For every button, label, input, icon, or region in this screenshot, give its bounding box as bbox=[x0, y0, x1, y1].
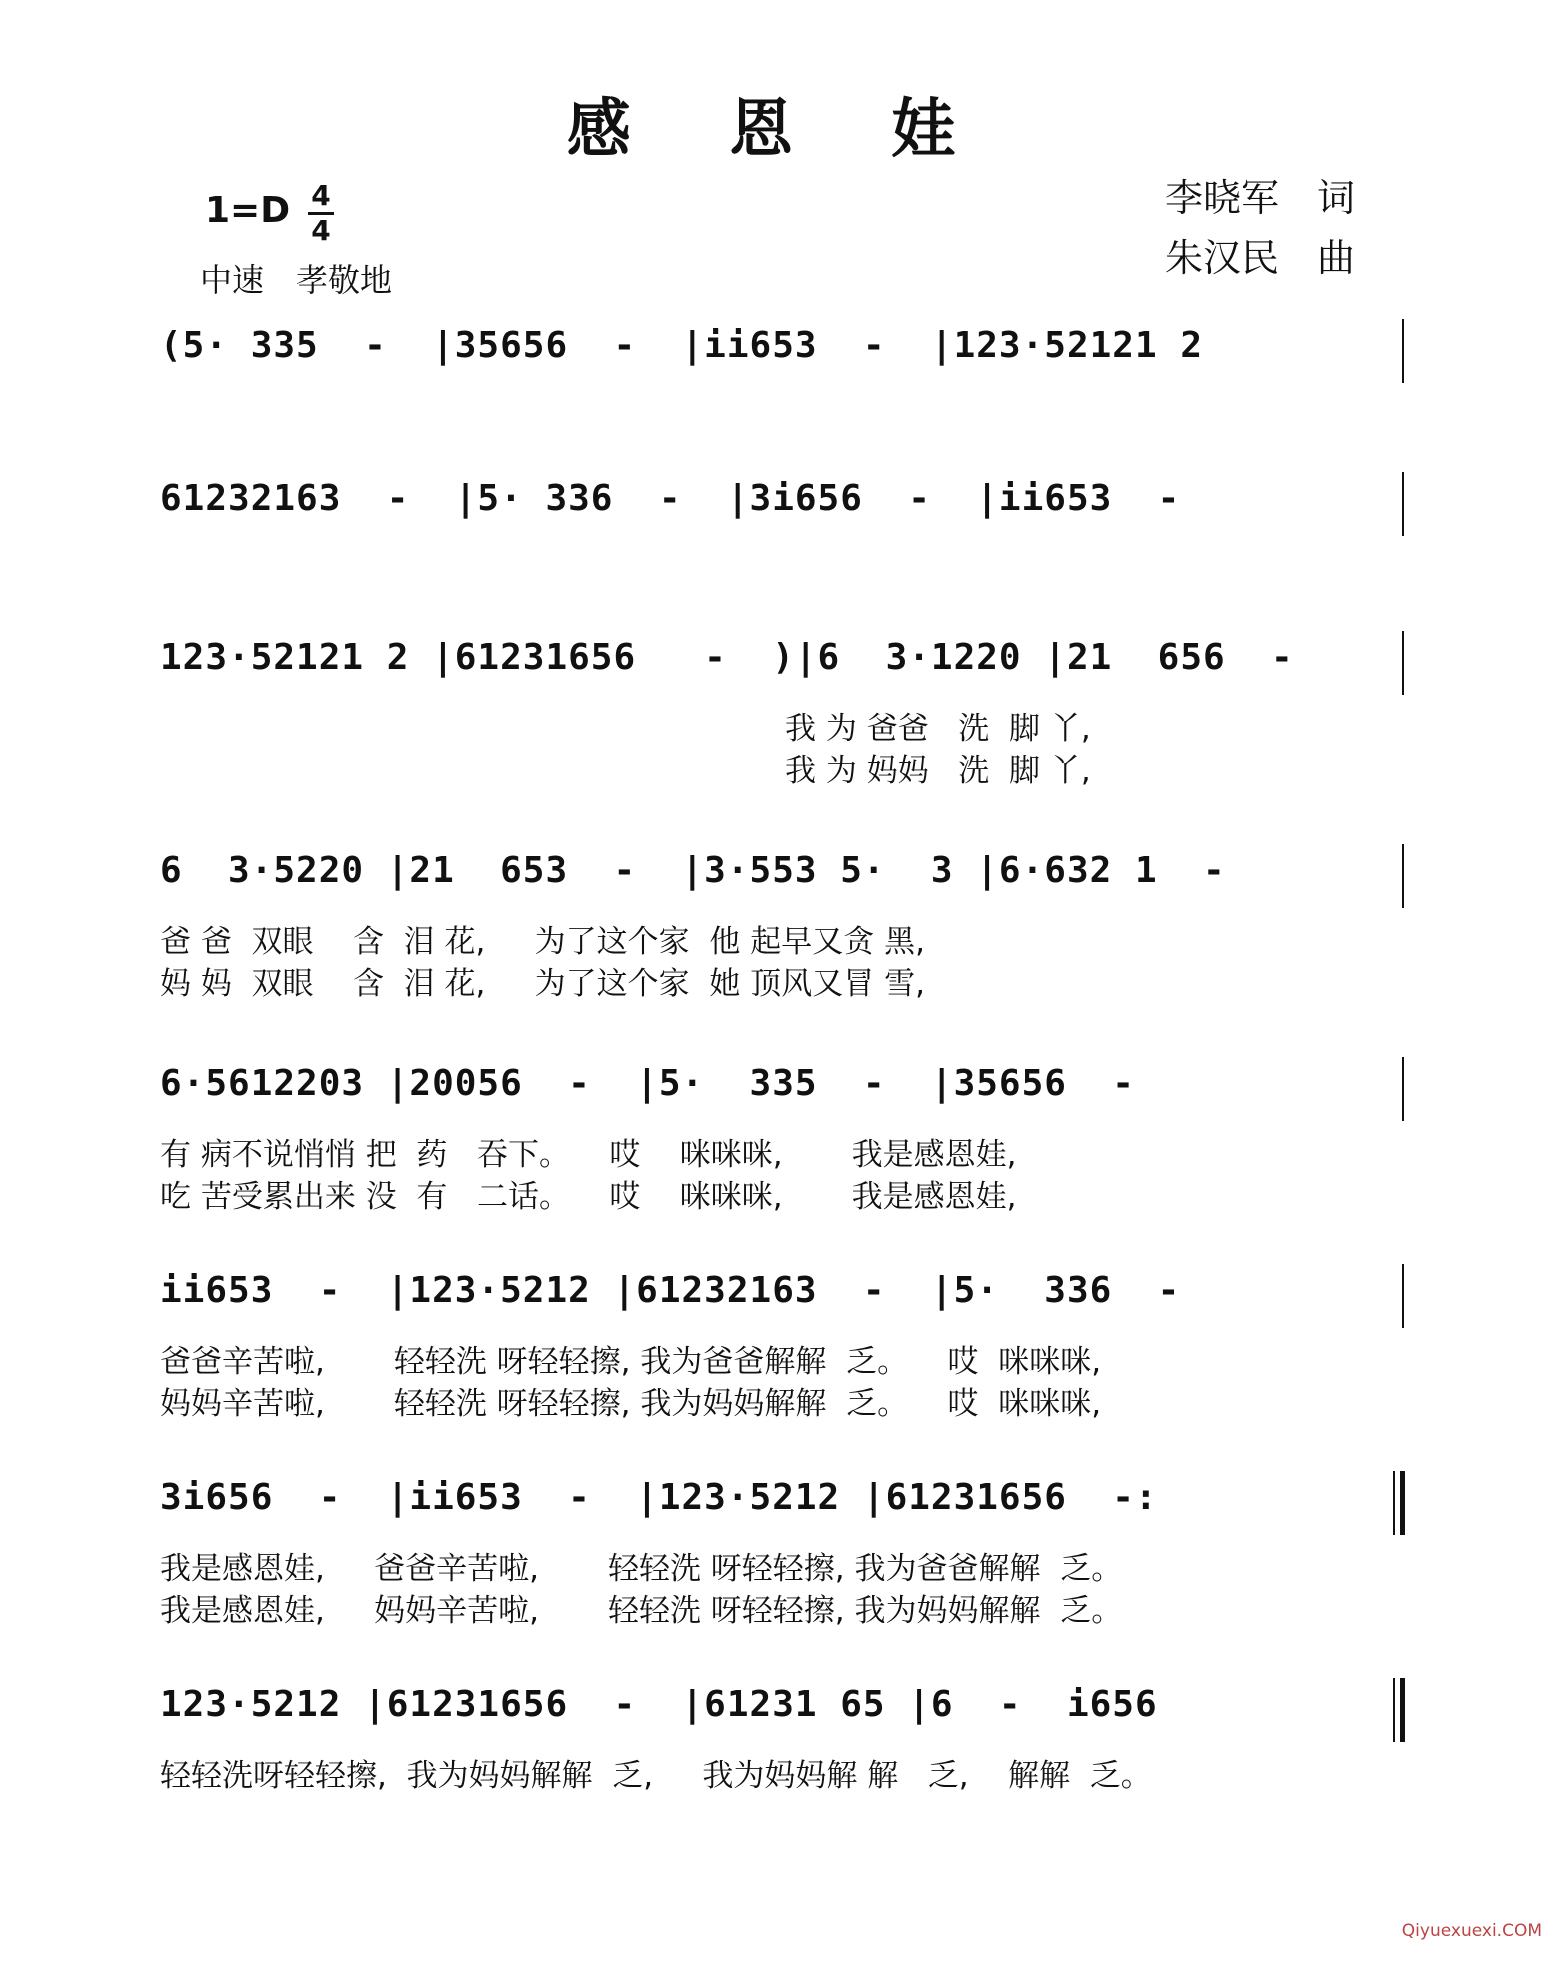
music-system-6 bbox=[160, 1270, 1405, 1420]
notes-line: 123·5212 |61231656 - |61231 65 |6 - i656 bbox=[160, 1684, 1158, 1725]
tempo-marking: 中速 孝敬地 bbox=[200, 261, 393, 299]
meter-bottom: 4 bbox=[311, 214, 331, 247]
music-system-8 bbox=[160, 1684, 1405, 1794]
notes-line: 6·5612203 |20056 - |5· 335 - |35656 - bbox=[160, 1063, 1135, 1104]
music-system-4 bbox=[160, 850, 1405, 1000]
notes-line: 6 3·5220 |21 653 - |3·553 5· 3 |6·632 1 - bbox=[160, 850, 1226, 891]
meter-top: 4 bbox=[311, 179, 331, 212]
notes-line: 123·52121 2 |61231656 - )|6 3·1220 |21 656 - bbox=[160, 637, 1294, 678]
lyric-line-2: 我是感恩娃, 妈妈辛苦啦, 轻轻洗 呀轻轻擦, 我为妈妈解解 乏。 bbox=[160, 1593, 1123, 1629]
notes-line: 61232163 - |5· 336 - |3i656 - |ii653 - bbox=[160, 478, 1181, 519]
song-title: 感 恩 娃 bbox=[566, 92, 994, 167]
lyric-line-2: 我 为 妈妈 洗 脚 丫, bbox=[785, 753, 1091, 789]
music-system-3 bbox=[160, 637, 1405, 787]
lyric-line-1: 我是感恩娃, 爸爸辛苦啦, 轻轻洗 呀轻轻擦, 我为爸爸解解 乏。 bbox=[160, 1551, 1123, 1587]
music-system-1 bbox=[160, 325, 1405, 405]
notes-line: ii653 - |123·5212 |61232163 - |5· 336 - bbox=[160, 1270, 1181, 1311]
lyricist: 李晓军 词 bbox=[1164, 176, 1355, 220]
lyric-line-1: 我 为 爸爸 洗 脚 丫, bbox=[785, 711, 1091, 747]
music-system-5 bbox=[160, 1063, 1405, 1213]
lyric-line-2: 吃 苦受累出来 没 有 二话。 哎 咪咪咪, 我是感恩娃, bbox=[160, 1179, 1017, 1215]
music-system-2 bbox=[160, 478, 1405, 558]
lyric-line-1: 爸 爸 双眼 含 泪 花, 为了这个家 他 起早又贪 黑, bbox=[160, 924, 925, 960]
lyric-line-2: 妈 妈 双眼 含 泪 花, 为了这个家 她 顶风又冒 雪, bbox=[160, 966, 925, 1002]
lyric-line-2: 妈妈辛苦啦, 轻轻洗 呀轻轻擦, 我为妈妈解解 乏。 哎 咪咪咪, bbox=[160, 1386, 1102, 1422]
composer: 朱汉民 曲 bbox=[1164, 236, 1355, 280]
music-system-7 bbox=[160, 1477, 1405, 1627]
lyric-line-1: 轻轻洗呀轻轻擦, 我为妈妈解解 乏, 我为妈妈解 解 乏, 解解 乏。 bbox=[160, 1758, 1152, 1794]
lyric-line-1: 爸爸辛苦啦, 轻轻洗 呀轻轻擦, 我为爸爸解解 乏。 哎 咪咪咪, bbox=[160, 1344, 1102, 1380]
lyric-line-1: 有 病不说悄悄 把 药 吞下。 哎 咪咪咪, 我是感恩娃, bbox=[160, 1137, 1017, 1173]
time-signature bbox=[308, 180, 334, 247]
notes-line: 3i656 - |ii653 - |123·5212 |61231656 -: bbox=[160, 1477, 1158, 1518]
key-signature: 1=D bbox=[205, 190, 291, 231]
credits bbox=[1165, 168, 1355, 288]
notes-line: (5· 335 - |35656 - |iі653 - |123·52121 2 bbox=[160, 325, 1203, 366]
watermark: Qiyuexuexi.COM bbox=[1401, 1921, 1542, 1941]
